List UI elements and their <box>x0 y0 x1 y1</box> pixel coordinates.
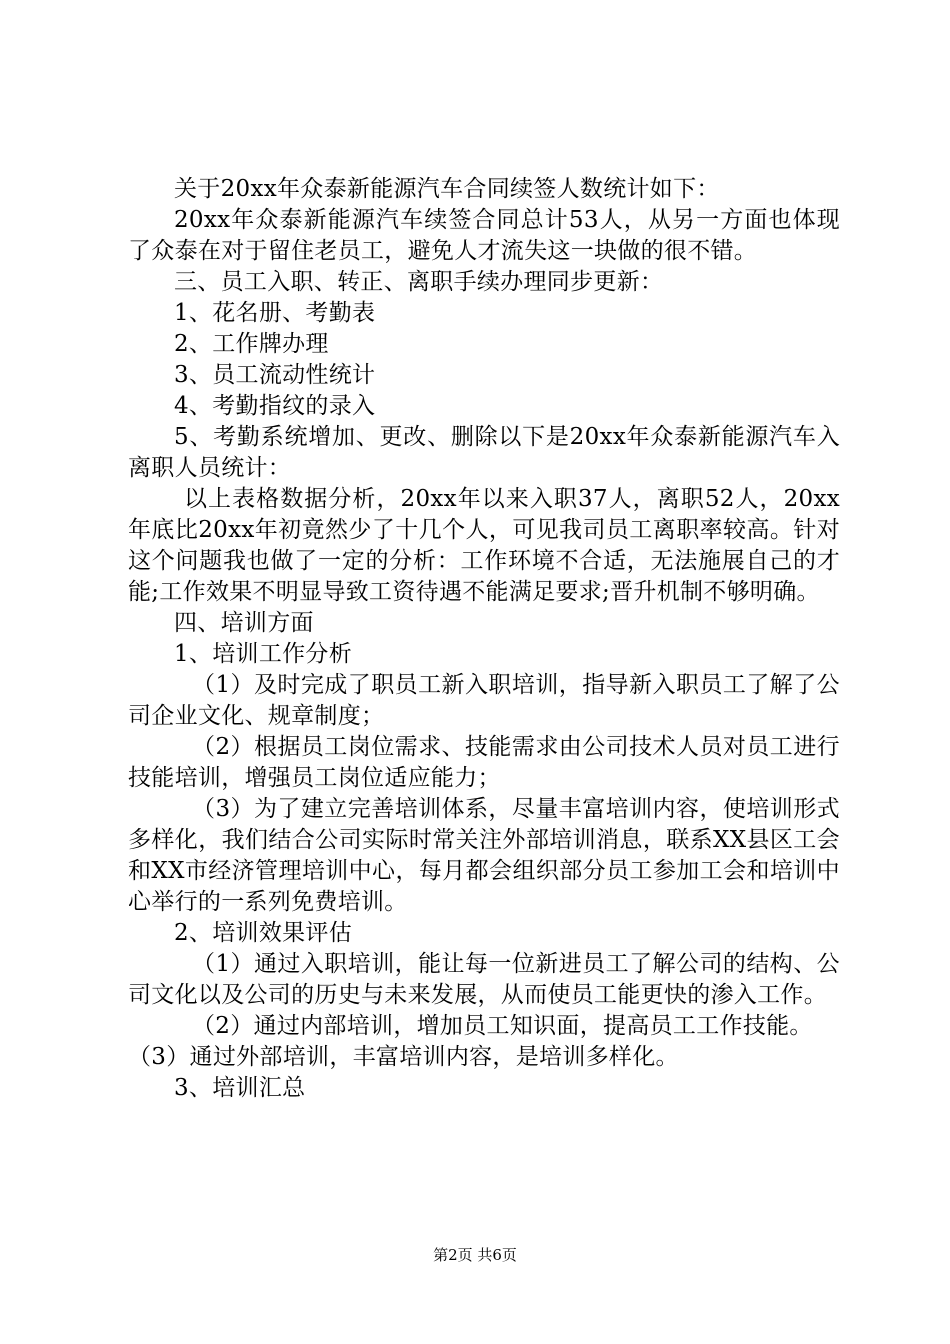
section-heading-onboarding: 三、员工入职、转正、离职手续办理同步更新： <box>174 269 664 295</box>
subheading-training-summary: 3、培训汇总 <box>174 1075 306 1101</box>
paragraph-evaluation-item-2: （2）通过内部培训，增加员工知识面，提高员工工作技能。 <box>192 1013 813 1039</box>
section-heading-training: 四、培训方面 <box>174 610 314 636</box>
paragraph-contract-renewal-summary: 20xx年众泰新能源汽车续签合同总计53人，从另一方面也体现了众泰在对于留住老员工，避免人才流失这一块做的很不错。 <box>128 207 840 264</box>
paragraph-evaluation-item-1: （1）通过入职培训，能让每一位新进员工了解公司的结构、公司文化以及公司的历史与未来发展，从而使员工能更快的渗入工作。 <box>128 951 840 1008</box>
subheading-training-analysis: 1、培训工作分析 <box>174 641 353 667</box>
list-item-mobility: 3、员工流动性统计 <box>174 362 376 388</box>
list-item-fingerprint: 4、考勤指纹的录入 <box>174 393 376 419</box>
paragraph-training-item-3: （3）为了建立完善培训体系，尽量丰富培训内容，使培训形式多样化，我们结合公司实际时常关注外部培训消息，联系XX县区工会和XX市经济管理培训中心，每月都会组织部分员工参加工会和培训中心举行的一系列免费培训。 <box>128 796 840 915</box>
paragraph-contract-renewal-heading: 关于20xx年众泰新能源汽车合同续签人数统计如下： <box>174 176 720 202</box>
paragraph-training-item-2: （2）根据员工岗位需求、技能需求由公司技术人员对员工进行技能培训，增强员工岗位适应能力； <box>128 734 840 791</box>
document-body <box>128 174 840 1104</box>
paragraph-evaluation-item-3: （3）通过外部培训，丰富培训内容，是培训多样化。 <box>128 1044 679 1070</box>
list-item-roster: 1、花名册、考勤表 <box>174 300 376 326</box>
list-item-badge: 2、工作牌办理 <box>174 331 329 357</box>
subheading-training-evaluation: 2、培训效果评估 <box>174 920 353 946</box>
page-number-footer: 第2页 共6页 <box>433 1246 517 1264</box>
paragraph-turnover-analysis: 以上表格数据分析，20xx年以来入职37人，离职52人，20xx年底比20xx年初竟然少了十几个人，可见我司员工离职率较高。针对这个问题我也做了一定的分析：工作环境不合适，无法施展自己的才能;工作效果不明显导致工资待遇不能满足要求;晋升机制不够明确。 <box>128 486 840 605</box>
paragraph-training-item-1: （1）及时完成了职员工新入职培训，指导新入职员工了解了公司企业文化、规章制度； <box>128 672 840 729</box>
list-item-attendance-system: 5、考勤系统增加、更改、删除以下是20xx年众泰新能源汽车入离职人员统计： <box>128 424 840 481</box>
